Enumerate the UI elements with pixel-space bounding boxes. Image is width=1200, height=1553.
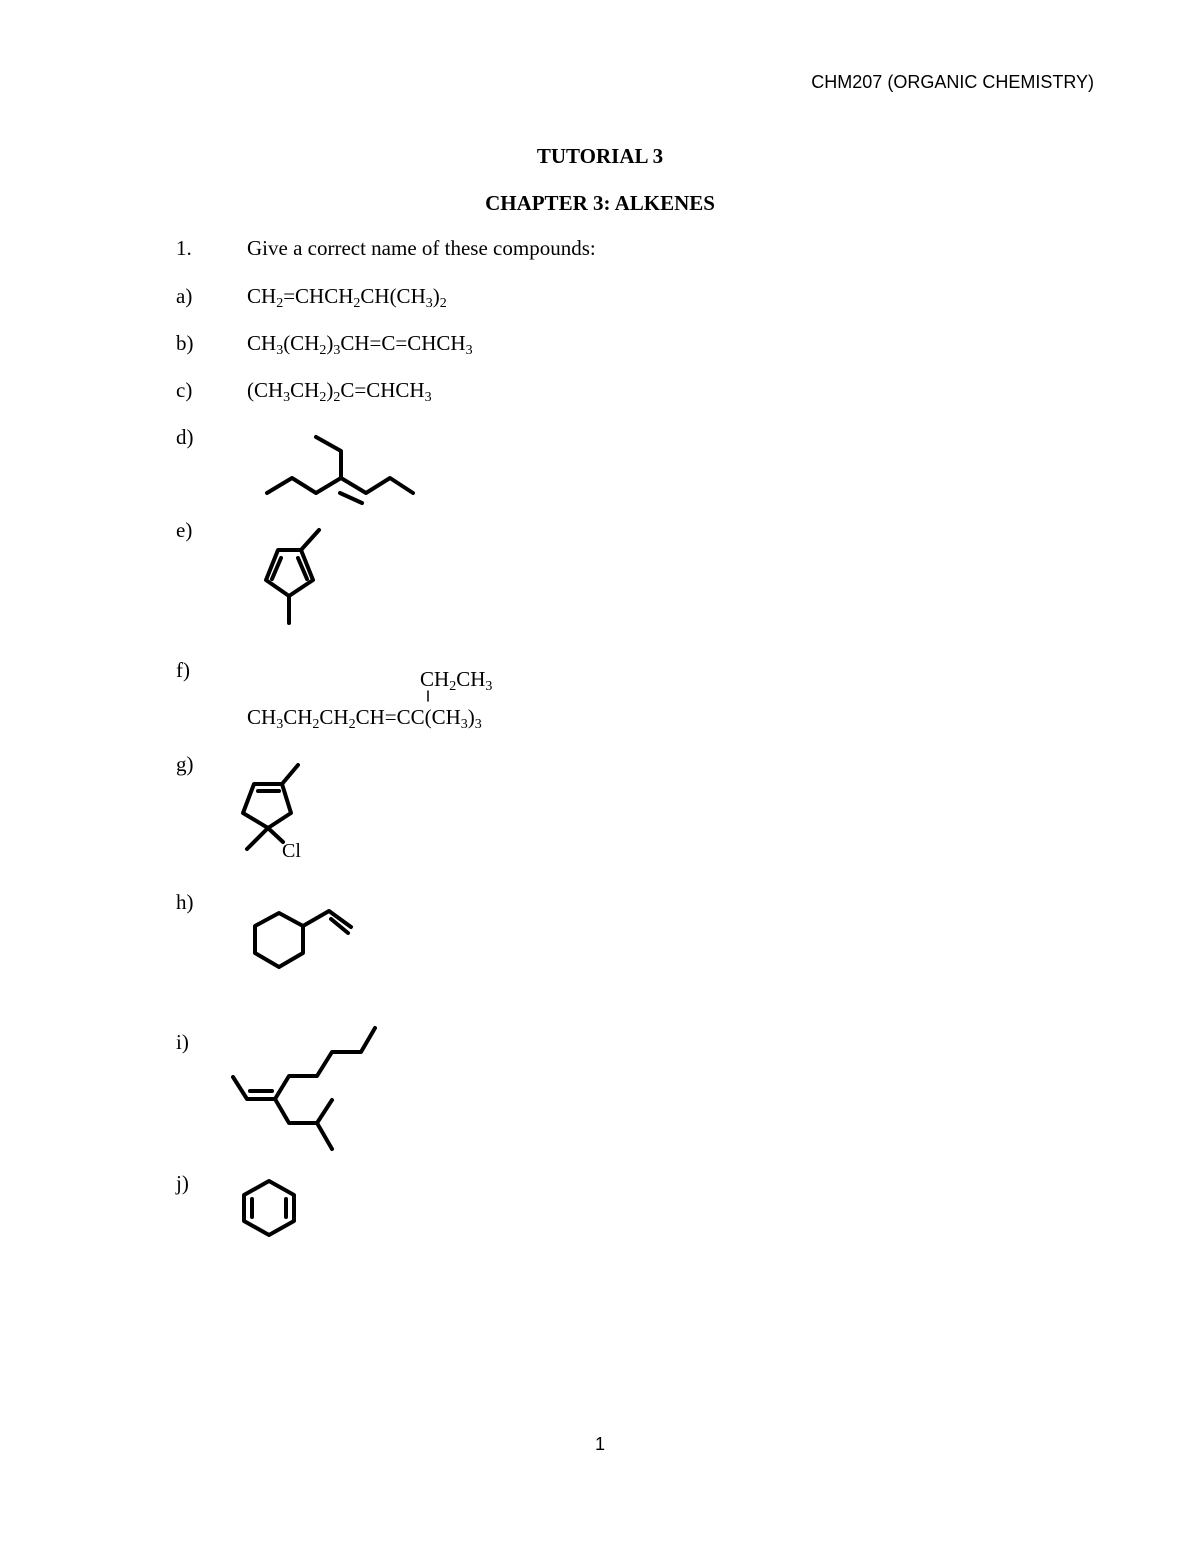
item-label-h: h) — [176, 890, 194, 914]
item-label-g: g) — [176, 752, 194, 776]
course-header: CHM207 (ORGANIC CHEMISTRY) — [811, 72, 1094, 92]
structure-j — [0, 0, 1, 1]
chlorine-label: Cl — [282, 840, 301, 862]
item-label-a: a) — [176, 284, 193, 308]
formula-c: $(CH_3CH_2)_2C=CHCH_3$ — [247, 378, 432, 405]
item-label-d: d) — [176, 425, 194, 449]
question-number: 1. — [176, 236, 192, 260]
formula-a: $CH_2=CHCH_2CH(CH_3)_2$ — [247, 284, 447, 311]
formula-f-main: $CH_3CH_2CH_2CH=CC(CH_3)_3$ — [247, 705, 482, 732]
item-label-c: c) — [176, 378, 193, 402]
item-label-b: b) — [176, 331, 194, 355]
item-label-e: e) — [176, 518, 193, 542]
tutorial-title: TUTORIAL 3 — [536, 144, 664, 168]
question-text: Give a correct name of these compounds: — [247, 236, 596, 260]
formula-b: $CH_3(CH_2)_3CH=C=CHCH_3$ — [247, 331, 473, 358]
chapter-title: CHAPTER 3: ALKENES — [485, 191, 715, 215]
item-label-j: j) — [176, 1171, 189, 1195]
formula-f-branch: $CH_2CH_3$ — [420, 667, 493, 694]
item-label-i: i) — [176, 1030, 189, 1054]
item-label-f: f) — [176, 658, 190, 682]
page-number: 1 — [594, 1434, 605, 1454]
